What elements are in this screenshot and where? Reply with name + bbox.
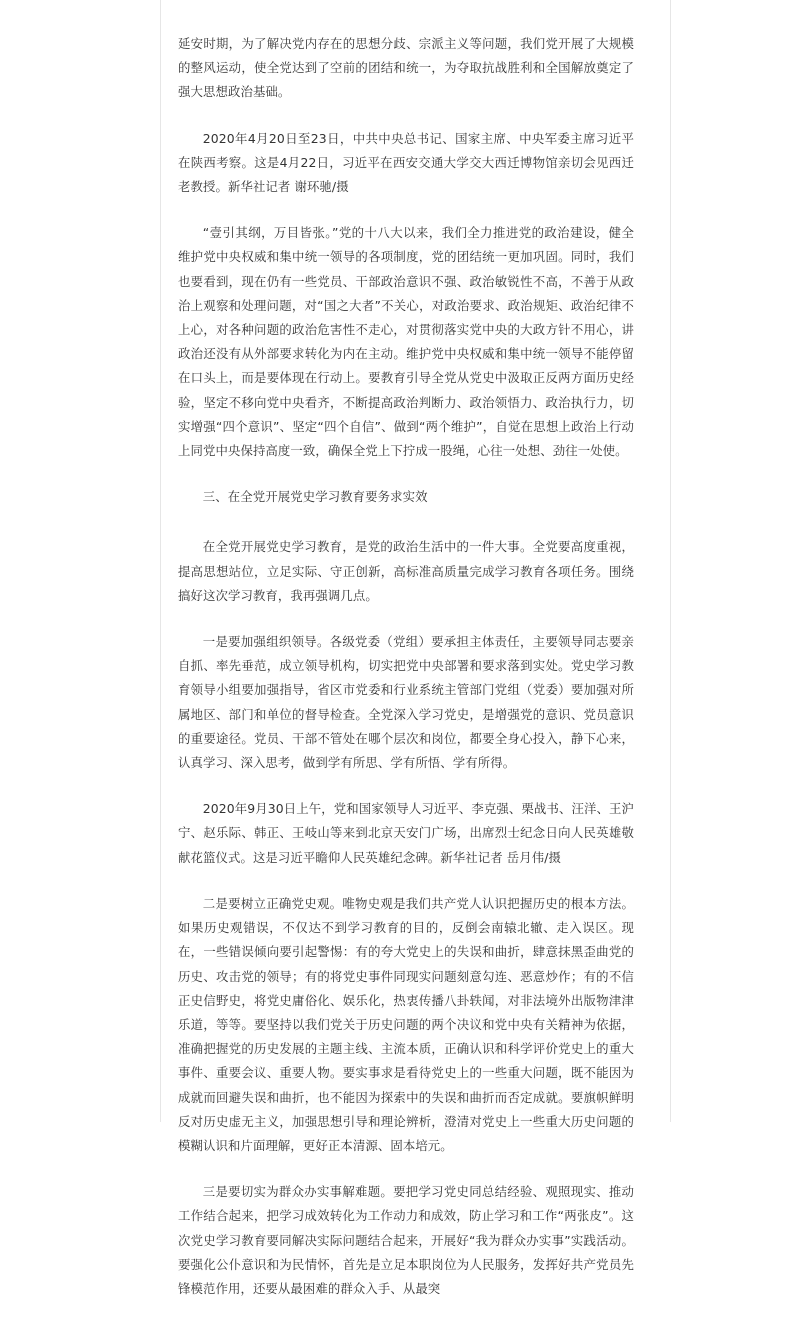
right-margin-line — [670, 0, 671, 1122]
paragraph-text: “壹引其纲，万目皆张。”党的十八大以来，我们全力推进党的政治建设，健全维护党中央权威和集中统一领导的各项制度，党的团结统一更加巩固。同时，我们也要看到，现在仍有一些党员、干部政治意识不强、政治敏锐性不高，不善于从政治上观察和处理问题，对“国之大者”不关心，对政治要求、政治规矩、政治纪律不上心，对各种问题的政治危害性不走心，对贯彻落实党中央的大政方针不用心，讲政治还没有从外部要求转化为内在主动。维护党中央权威和集中统一领导不能停留在口头上，而是要体现在行动上。要教育引导全党从党史中汲取正反两方面历史经验，坚定不移向党中央看齐，不断提高政治判断力、政治领悟力、政治执行力，切实增强“四个意识”、坚定“四个自信”、做到“两个维护”，自觉在思想上政治上行动上同党中央保持高度一致，确保全党上下拧成一股绳，心往一处想、劲往一处使。 — [178, 225, 634, 459]
paragraph-point-three — [178, 1180, 634, 1301]
paragraph-intro-study — [178, 535, 634, 608]
paragraph-text: 三是要切实为群众办实事解难题。要把学习党史同总结经验、观照现实、推动工作结合起来，把学习成效转化为工作动力和成效，防止学习和工作“两张皮”。这次党史学习教育要同解决实际问题结合起来，开展好“我为群众办实事”实践活动。要强化公仆意识和为民情怀，首先是立足本职岗位为人民服务，发挥好共产党员先锋模范作用，还要从最困难的群众入手、从最突 — [178, 1184, 634, 1296]
paragraph-yanan — [178, 32, 634, 105]
paragraph-point-two — [178, 892, 634, 1158]
caption-text: 2020年9月30日上午，党和国家领导人习近平、李克强、栗战书、汪洋、王沪宁、赵乐际、韩正、王岐山等来到北京天安门广场，出席烈士纪念日向人民英雄敬献花篮仪式。这是习近平瞻仰人民英雄纪念碑。新华社记者 岳月伟/摄 — [178, 801, 634, 865]
paragraph-text: 二是要树立正确党史观。唯物史观是我们共产党人认识把握历史的根本方法。如果历史观错误，不仅达不到学习教育的目的，反倒会南辕北辙、走入误区。现在，一些错误倾向要引起警惕：有的夸大党史上的失误和曲折，肆意抹黑歪曲党的历史、攻击党的领导；有的将党史事件同现实问题刻意勾连、恶意炒作；有的不信正史信野史，将党史庸俗化、娱乐化，热衷传播八卦轶闻，对非法境外出版物津津乐道，等等。要坚持以我们党关于历史问题的两个决议和党中央有关精神为依据，准确把握党的历史发展的主题主线、主流本质，正确认识和科学评价党史上的重大事件、重要会议、重要人物。要实事求是看待党史上的一些重大问题，既不能因为成就而回避失误和曲折，也不能因为探索中的失误和曲折而否定成就。要旗帜鲜明反对历史虚无主义，加强思想引导和理论辨析，澄清对党史上一些重大历史问题的模糊认识和片面理解，更好正本清源、固本培元。 — [178, 895, 634, 1153]
paragraph-text: 在全党开展党史学习教育，是党的政治生活中的一件大事。全党要高度重视，提高思想站位，立足实际、守正创新，高标准高质量完成学习教育各项任务。围绕搞好这次学习教育，我再强调几点。 — [178, 539, 634, 603]
paragraph-text: 延安时期，为了解决党内存在的思想分歧、宗派主义等问题，我们党开展了大规模的整风运动，使全党达到了空前的团结和统一，为夺取抗战胜利和全国解放奠定了强大思想政治基础。 — [178, 36, 634, 100]
photo-caption-tiananmen — [178, 797, 634, 870]
heading-text: 三、在全党开展党史学习教育要务求实效 — [202, 489, 428, 505]
left-margin-line — [160, 0, 161, 1122]
paragraph-point-one — [178, 630, 634, 775]
paragraph-text: 一是要加强组织领导。各级党委（党组）要承担主体责任，主要领导同志要亲自抓、率先垂范，成立领导机构，切实把党中央部署和要求落到实处。党史学习教育领导小组要加强指导，省区市党委和行业系统主管部门党组（党委）要加强对所属地区、部门和单位的督导检查。全党深入学习党史，是增强党的意识、党员意识的重要途径。党员、干部不管处在哪个层次和岗位，都要全身心投入，静下心来，认真学习、深入思考，做到学有所思、学有所悟、学有所得。 — [178, 634, 634, 771]
caption-text: 2020年4月20日至23日，中共中央总书记、国家主席、中央军委主席习近平在陕西考察。这是4月22日，习近平在西安交通大学交大西迁博物馆亲切会见西迁老教授。新华社记者 谢环驰/摄 — [178, 130, 634, 195]
article-body — [178, 32, 634, 1323]
paragraph-political-construction — [178, 221, 634, 463]
photo-caption-shaanxi — [178, 127, 634, 200]
section-heading-three — [178, 485, 634, 509]
